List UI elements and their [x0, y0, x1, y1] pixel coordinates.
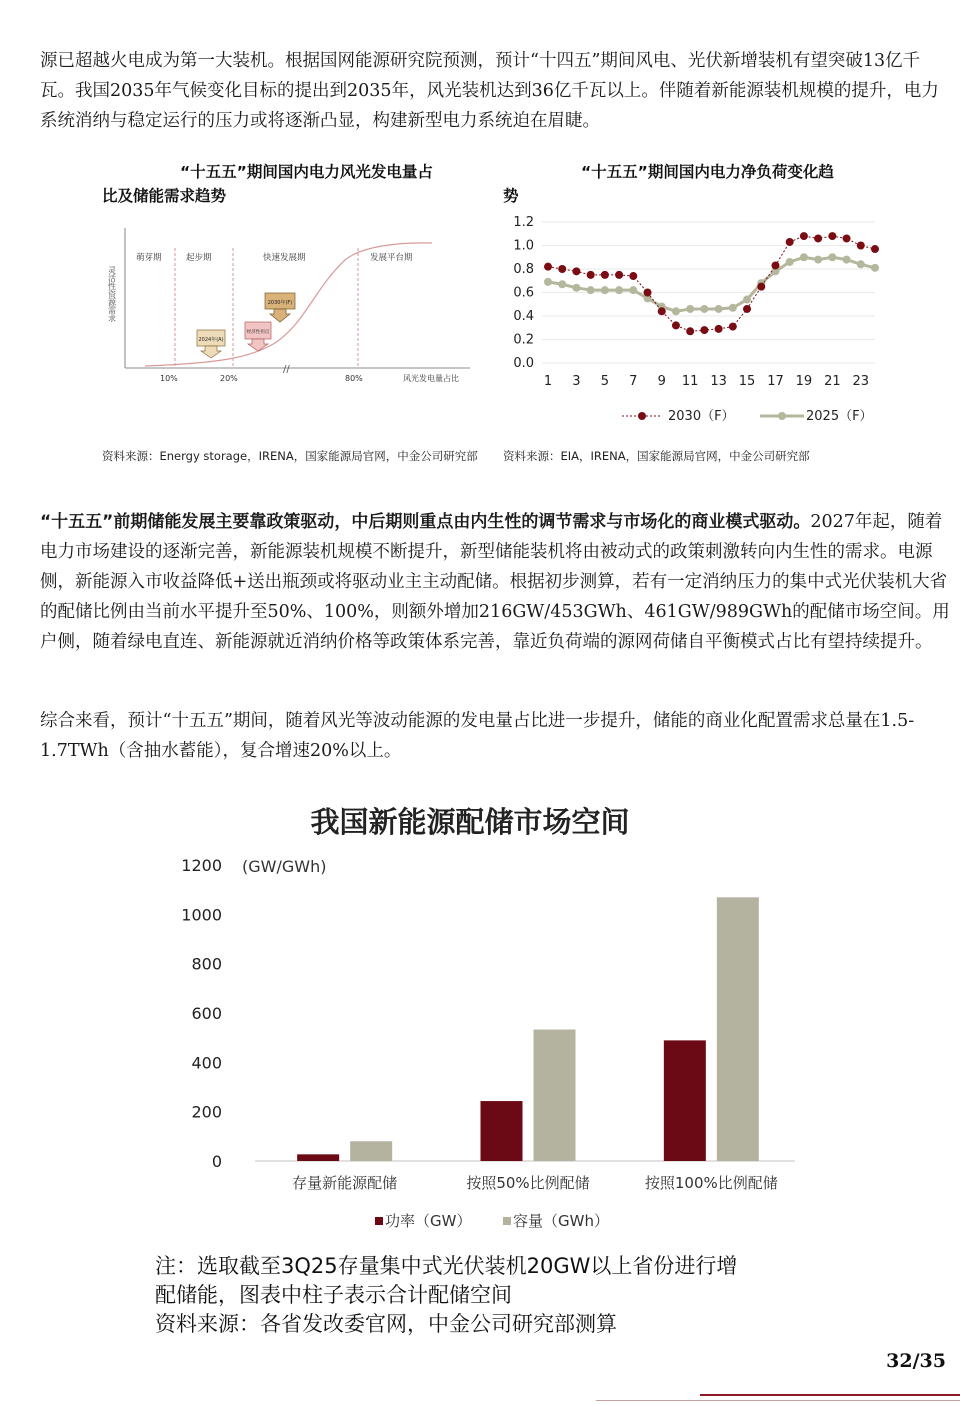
bar-category-label: 存量新能源配储 [292, 1174, 398, 1192]
net-load-point-1 [601, 286, 609, 294]
storage-market-bar-chart [170, 850, 810, 1240]
net-load-y-tick: 0.4 [513, 309, 534, 324]
net-load-point-1 [715, 305, 723, 313]
net-load-point-0 [572, 267, 580, 275]
net-load-y-tick: 1.2 [513, 215, 534, 230]
net-load-point-0 [743, 305, 751, 313]
bar-legend-label: 容量（GWh） [513, 1212, 609, 1230]
footer-rule-dark [700, 1394, 960, 1396]
bar-y-tick: 1200 [181, 856, 222, 875]
summary-paragraph: 综合来看，预计“十五五”期间，随着风光等波动能源的发电量占比进一步提升，储能的商业化配置需求总量在1.5-1.7TWh（含抽水蓄能），复合增速20%以上。 [40, 711, 915, 761]
net-load-x-tick: 3 [572, 374, 581, 389]
bar-legend-swatch [503, 1217, 511, 1225]
callout-2024 [197, 330, 225, 358]
phase-label-3: 快速发展期 [263, 253, 306, 263]
net-load-point-1 [843, 256, 851, 264]
phase-label-2: 起步期 [186, 253, 212, 263]
net-load-point-1 [871, 264, 879, 272]
net-load-point-1 [800, 253, 808, 261]
bar-y-tick: 200 [191, 1102, 222, 1122]
net-load-point-1 [558, 280, 566, 288]
bar-power [481, 1101, 523, 1161]
net-load-point-0 [715, 325, 723, 333]
net-load-x-tick: 23 [852, 374, 870, 389]
net-load-point-1 [629, 286, 637, 294]
net-load-point-1 [615, 286, 623, 294]
net-load-point-0 [672, 321, 680, 329]
net-load-point-1 [743, 296, 751, 304]
bar-chart-title: 我国新能源配储市场空间 [310, 805, 630, 839]
net-load-y-tick: 0.0 [513, 356, 534, 371]
net-load-point-1 [587, 286, 595, 294]
net-load-point-0 [843, 234, 851, 242]
net-load-point-1 [828, 253, 836, 261]
legend-2025-label: 2025（F） [806, 409, 873, 424]
net-load-x-tick: 19 [795, 374, 813, 389]
legend-2030-label: 2030（F） [668, 409, 735, 424]
phase-label-4: 发展平台期 [370, 253, 413, 263]
s-curve-x-tick-3: 80% [345, 374, 363, 383]
callout-2030-label: 2030年(F) [267, 300, 293, 306]
net-load-y-tick: 0.8 [513, 262, 534, 277]
net-load-y-tick: 1.0 [513, 238, 534, 254]
net-load-x-tick: 5 [600, 374, 610, 389]
right-figure-title-line1: “十五五”期间国内电力净负荷变化趋 [581, 163, 834, 181]
net-load-point-0 [800, 232, 808, 240]
net-load-point-0 [601, 271, 609, 279]
net-load-point-0 [700, 326, 708, 334]
bar-y-tick: 600 [191, 1004, 222, 1023]
left-figure-title-line1: “十五五”期间国内电力风光发电量占 [180, 163, 433, 181]
net-load-point-0 [544, 263, 552, 271]
phase-label-1: 萌芽期 [136, 253, 162, 263]
intro-paragraph: 源已超越火电成为第一大装机。根据国网能源研究院预测，预计“十四五”期间风电、光伏新增装机有望突破13亿千瓦。我国2035年气候变化目标的提出到2035年，风光装机达到36亿千瓦以上。伴随着新能源装机规模的提升，电力系统消纳与稳定运行的压力或将逐渐凸显，构建新型电力系统迫在眉睫。 [40, 51, 939, 131]
net-load-x-tick: 21 [824, 374, 841, 389]
bar-unit-label: (GW/GWh) [242, 857, 327, 876]
page-number: 32/35 [886, 1350, 946, 1372]
bar-y-tick: 400 [191, 1053, 222, 1073]
bar-category-label: 按照100%比例配储 [644, 1174, 778, 1192]
right-figure-source: 资料来源：EIA，IRENA，国家能源局官网，中金公司研究部 [503, 449, 810, 463]
net-load-point-1 [686, 305, 694, 313]
net-load-point-1 [786, 258, 794, 266]
bar-legend-swatch [375, 1217, 383, 1225]
bar-y-tick: 0 [211, 1152, 222, 1171]
net-load-point-1 [700, 305, 708, 313]
left-figure-source: 资料来源：Energy storage，IRENA，国家能源局官网，中金公司研究部 [102, 449, 478, 463]
net-load-point-0 [615, 271, 623, 279]
policy-paragraph-body: 2027年起，随着电力市场建设的逐渐完善，新能源装机规模不断提升，新型储能装机将由被动式的政策刺激转向内生性的需求。电源侧，新能源入市收益降低+送出瓶颈或将驱动业主主动配储。根据初步测算，若有一定消纳压力的集中式光伏装机大省的配储比例由当前水平提升至50%、100%，则额外增加216GW/453GWh、461GW/989GWh的配储市场空间。用户侧，随着绿电直连、新能源就近消纳价格等政策体系完善，靠近负荷端的源网荷储自平衡模式占比有望持续提升。 [40, 512, 950, 652]
net-load-point-0 [658, 307, 666, 315]
net-load-x-tick: 1 [543, 374, 553, 389]
net-load-point-0 [729, 323, 737, 331]
net-load-point-0 [857, 242, 865, 250]
note-line-1: 注：选取截至3Q25存量集中式光伏装机20GW以上省份进行增 [155, 1254, 738, 1278]
policy-paragraph [40, 507, 958, 657]
net-load-point-0 [644, 289, 652, 297]
net-load-point-0 [757, 283, 765, 291]
s-curve-x-label: 风光发电量占比 [403, 374, 459, 383]
net-load-y-tick: 0.6 [513, 285, 534, 301]
net-load-point-1 [544, 278, 552, 286]
left-figure-title-line2: 比及储能需求趋势 [102, 187, 227, 205]
net-load-point-0 [587, 271, 595, 279]
net-load-point-0 [629, 272, 637, 280]
net-load-point-1 [814, 256, 822, 264]
bar-power [297, 1154, 339, 1161]
bar-capacity [534, 1030, 576, 1161]
net-load-point-0 [771, 261, 779, 269]
net-load-point-0 [558, 265, 566, 273]
s-curve-break-mark: // [283, 364, 290, 375]
net-load-x-tick: 17 [767, 374, 784, 389]
callout-2024-label: 2024年(A) [198, 337, 224, 343]
right-figure-title-line2: 势 [503, 187, 519, 205]
bar-y-tick: 1000 [181, 905, 222, 925]
callout-2030 [265, 293, 295, 322]
net-load-x-tick: 13 [710, 374, 727, 389]
bar-legend-label: 功率（GW） [385, 1212, 472, 1230]
policy-paragraph-bold: “十五五”前期储能发展主要靠政策驱动，中后期则重点由内生性的调节需求与市场化的商业模式驱动。 [40, 512, 811, 532]
net-load-y-tick: 0.2 [513, 332, 534, 348]
callout-turning-point-label: 经济性拐点 [246, 330, 270, 335]
left-figure-title [102, 160, 492, 208]
net-load-point-0 [786, 238, 794, 246]
note-line-2: 配储能，图表中柱子表示合计配储空间 [155, 1283, 512, 1307]
net-load-x-tick: 7 [629, 374, 638, 389]
net-load-point-0 [814, 234, 822, 242]
net-load-chart [500, 208, 890, 438]
net-load-point-1 [857, 260, 865, 268]
net-load-x-tick: 15 [738, 374, 756, 389]
s-curve-chart [100, 218, 480, 390]
legend-2030-marker [638, 412, 646, 420]
net-load-point-1 [572, 284, 580, 292]
net-load-point-0 [828, 232, 836, 240]
right-figure-title [503, 160, 893, 208]
s-curve-y-label: 灵活性资源需求 [107, 266, 117, 322]
net-load-point-1 [729, 304, 737, 312]
net-load-x-tick: 9 [657, 374, 666, 389]
s-curve-x-tick-2: 20% [220, 374, 238, 383]
bar-chart-note [155, 1252, 855, 1339]
net-load-series-line-0 [548, 236, 875, 331]
bar-capacity [717, 897, 759, 1161]
net-load-point-1 [672, 307, 680, 315]
bar-power [664, 1040, 706, 1161]
net-load-point-0 [686, 327, 694, 335]
net-load-series-line-1 [548, 257, 875, 311]
footer-rule-light [596, 1400, 960, 1401]
net-load-x-tick: 11 [681, 374, 699, 389]
note-source: 资料来源：各省发改委官网，中金公司研究部测算 [155, 1312, 617, 1336]
s-curve-x-tick-1: 10% [160, 374, 178, 383]
legend-2025-marker [778, 412, 786, 420]
net-load-point-0 [871, 245, 879, 253]
bar-y-tick: 800 [191, 954, 222, 974]
bar-capacity [350, 1141, 392, 1161]
bar-category-label: 按照50%比例配储 [466, 1174, 590, 1192]
